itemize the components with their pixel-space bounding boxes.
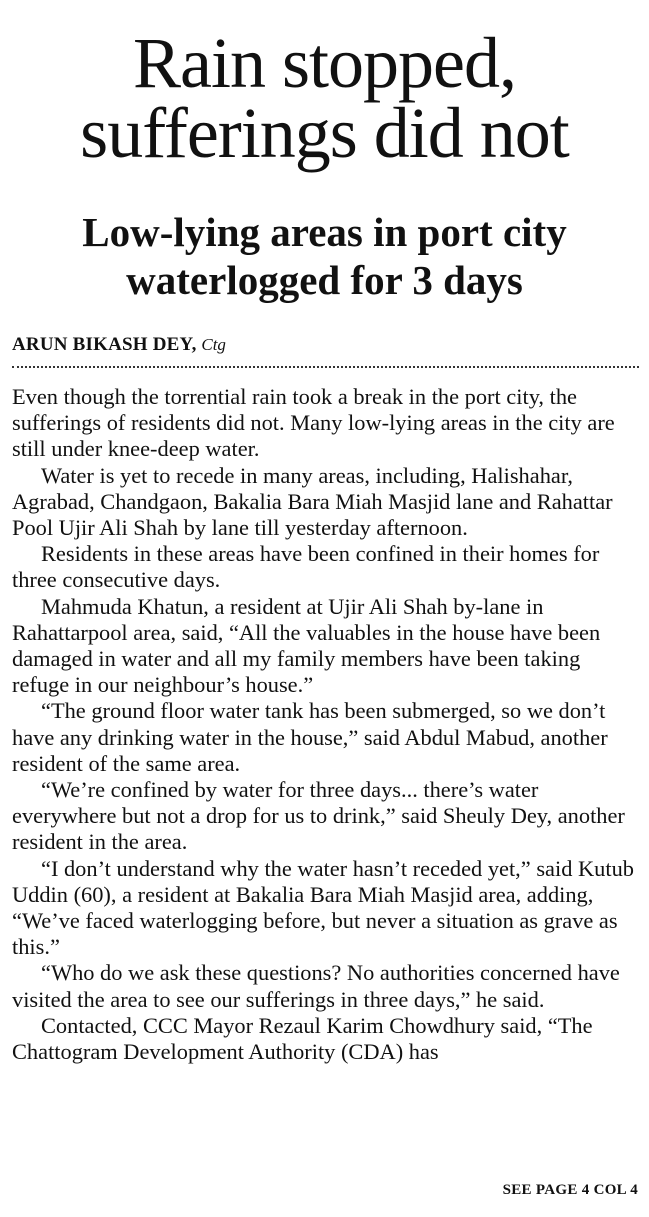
headline-line-1: Rain stopped, bbox=[133, 23, 516, 103]
byline-author: ARUN BIKASH DEY, bbox=[12, 334, 197, 355]
paragraph: Residents in these areas have been confined in their homes for three consecutive days. bbox=[12, 541, 600, 593]
paragraph: Water is yet to recede in many areas, including, Halishahar, Agrabad, Chandgaon, Bakalia Bara Miah Masjid lane and Rahattar Pool Ujir Ali Shah by lane till yesterday afternoon. bbox=[12, 462, 613, 541]
dotted-divider bbox=[12, 366, 639, 368]
article-body bbox=[12, 384, 642, 1065]
subheadline-line-2: waterlogged for 3 days bbox=[126, 257, 523, 303]
continuation-line: SEE PAGE 4 COL 4 bbox=[502, 1182, 638, 1198]
subheadline-line-1: Low-lying areas in port city bbox=[82, 209, 567, 255]
subheadline bbox=[0, 208, 649, 304]
headline-line-2: sufferings did not bbox=[80, 93, 569, 173]
paragraph: Mahmuda Khatun, a resident at Ujir Ali Shah by-lane in Rahattarpool area, said, “All the valuables in the house have been damaged in water and all my family members have been taking refuge in our neighbour’s house.” bbox=[12, 593, 601, 698]
paragraph: “I don’t understand why the water hasn’t receded yet,” said Kutub Uddin (60), a resident at Bakalia Bara Miah Masjid area, adding, “We’ve faced waterlogging before, but never a situation as grave as this.” bbox=[12, 855, 634, 960]
byline-location: Ctg bbox=[201, 335, 226, 354]
paragraph: “We’re confined by water for three days... there’s water everywhere but not a drop for us to drink,” said Sheuly Dey, another resident in the area. bbox=[12, 777, 625, 855]
byline bbox=[12, 334, 226, 356]
paragraph: Contacted, CCC Mayor Rezaul Karim Chowdhury said, “The Chattogram Development Authority (CDA) has bbox=[12, 1012, 593, 1065]
headline bbox=[0, 23, 649, 173]
paragraph: “The ground floor water tank has been submerged, so we don’t have any drinking water in the house,” said Abdul Mabud, another resident of the same area. bbox=[12, 698, 608, 776]
paragraph: “Who do we ask these questions? No authorities concerned have visited the area to see our sufferings in three days,” he said. bbox=[12, 960, 620, 1012]
paragraph: Even though the torrential rain took a break in the port city, the sufferings of residents did not. Many low-lying areas in the city are still under knee-deep water. bbox=[12, 384, 615, 462]
